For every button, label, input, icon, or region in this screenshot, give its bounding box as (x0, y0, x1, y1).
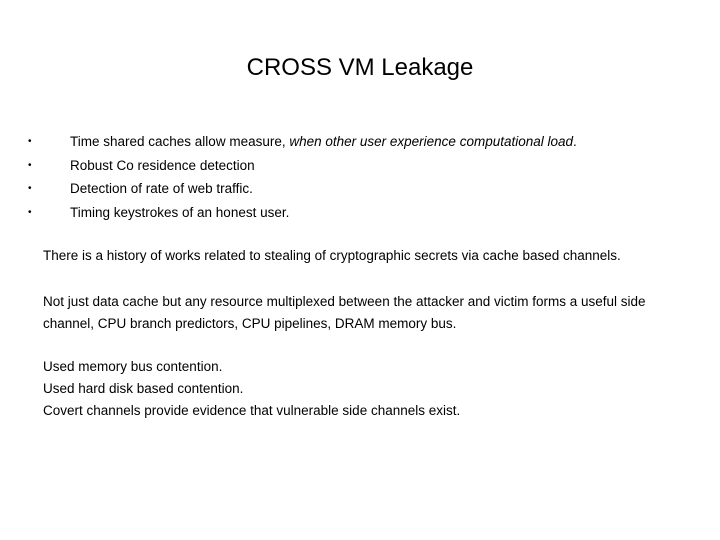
slide-title: CROSS VM Leakage (246, 54, 474, 81)
bullet-text: Detection of rate of web traffic. (70, 181, 253, 196)
paragraph-history: There is a history of works related to stealing of cryptographic secrets via cache based channels. (43, 248, 621, 263)
bullet-text: Time shared caches allow measure, (70, 134, 290, 149)
bullet-italic-text: when other user experience computational load (289, 134, 574, 149)
bullet-text: Timing keystrokes of an honest user. (70, 204, 290, 220)
bullet-icon: • (28, 159, 32, 171)
paragraph-contention (43, 356, 693, 422)
contention-line: Used memory bus contention. (43, 359, 223, 374)
bullet-item (28, 177, 577, 201)
bullet-list (28, 130, 577, 224)
contention-line: Covert channels provide evidence that vulnerable side channels exist. (43, 403, 461, 418)
bullet-text: Robust Co residence detection (70, 157, 255, 173)
bullet-item (28, 130, 577, 154)
bullet-icon: • (28, 136, 32, 147)
bullet-icon: • (28, 183, 32, 194)
paragraph-side-channel: Not just data cache but any resource multiplexed between the attacker and victim forms a useful side channel, CPU branch predictors, CPU pipelines, DRAM memory bus. (43, 294, 646, 331)
bullet-item (28, 201, 577, 225)
bullet-item (28, 154, 577, 178)
bullet-suffix: . (573, 134, 577, 149)
contention-line: Used hard disk based contention. (43, 381, 244, 396)
bullet-icon: • (28, 206, 32, 218)
